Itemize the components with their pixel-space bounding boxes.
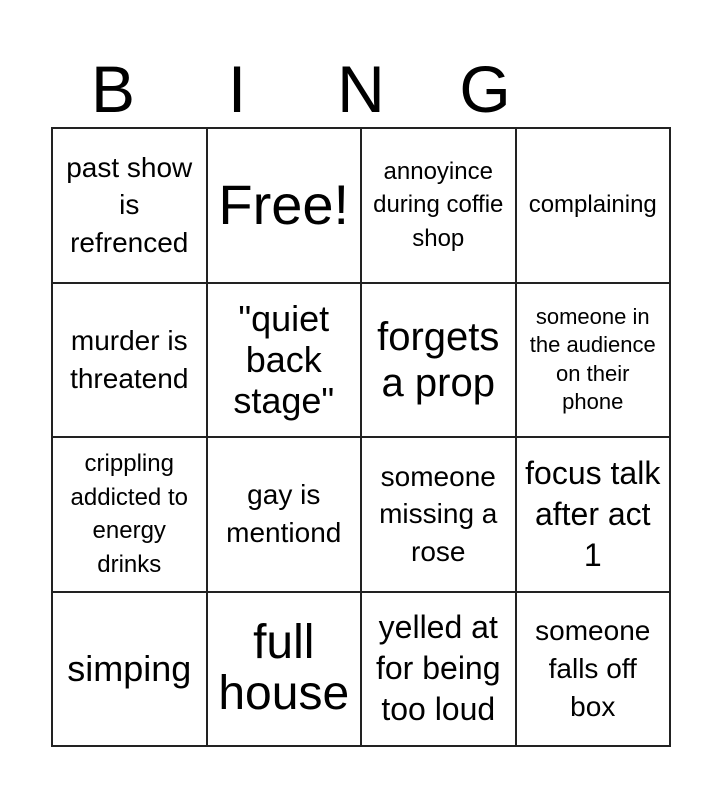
bingo-cell[interactable]: focus talk after act 1	[516, 437, 671, 592]
bingo-cell[interactable]: gay is mentiond	[207, 437, 362, 592]
header-letter-g: G	[459, 52, 511, 126]
bingo-cell[interactable]: past show is refrenced	[52, 128, 207, 283]
bingo-cell[interactable]: complaining	[516, 128, 671, 283]
header-letter-i: I	[227, 52, 247, 126]
bingo-cell[interactable]: someone falls off box	[516, 592, 671, 747]
bingo-cell[interactable]: annoyince during coffie shop	[361, 128, 516, 283]
header-letter-b: B	[90, 52, 136, 126]
bingo-cell[interactable]: someone missing a rose	[361, 437, 516, 592]
bingo-cell[interactable]: crippling addicted to energy drinks	[52, 437, 207, 592]
bingo-header	[51, 50, 671, 128]
bingo-cell[interactable]: yelled at for being too loud	[361, 592, 516, 747]
bingo-cell-free[interactable]: Free!	[207, 128, 362, 283]
bingo-cell[interactable]: murder is threatend	[52, 283, 207, 438]
bingo-cell[interactable]: forgets a prop	[361, 283, 516, 438]
bingo-cell[interactable]: someone in the audience on their phone	[516, 283, 671, 438]
bingo-cell[interactable]: full house	[207, 592, 362, 747]
bingo-cell[interactable]: "quiet back stage"	[207, 283, 362, 438]
bingo-cell[interactable]: simping	[52, 592, 207, 747]
header-letter-n: N	[337, 52, 385, 126]
bingo-board	[51, 127, 671, 747]
